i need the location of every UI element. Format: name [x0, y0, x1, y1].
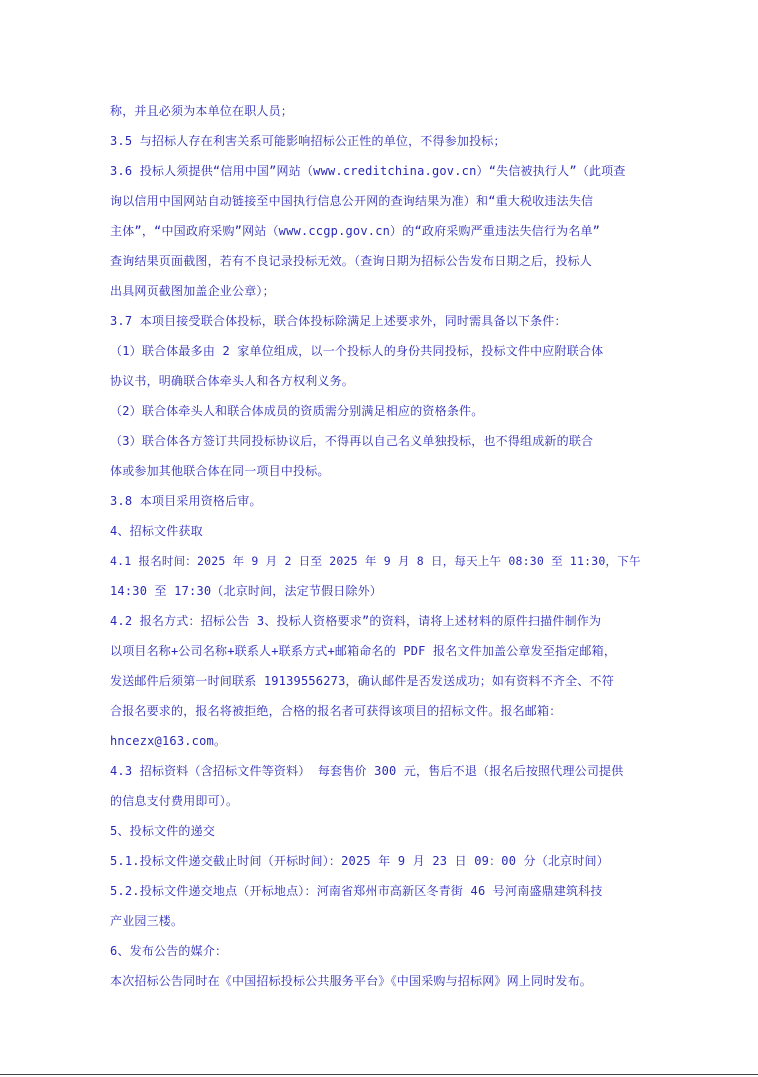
text-line: 3.5 与招标人存在利害关系可能影响招标公正性的单位，不得参加投标； — [110, 134, 506, 148]
text-line: 出具网页截图加盖企业公章）； — [110, 284, 275, 298]
text-line: 协议书，明确联合体牵头人和各方权利义务。 — [110, 374, 355, 388]
section-heading: 6、发布公告的媒介： — [110, 944, 228, 958]
text-line: 体或参加其他联合体在同一项目中投标。 — [110, 464, 330, 478]
text-line: （3）联合体各方签订共同投标协议后，不得再以自己名义单独投标，也不得组成新的联合 — [110, 434, 594, 448]
section-heading: 5、投标文件的递交 — [110, 824, 216, 838]
text-line: 查询结果页面截图，若有不良记录投标无效。（查询日期为招标公告发布日期之后，投标人 — [110, 254, 593, 268]
text-line: 3.6 投标人须提供“信用中国”网站（www.creditchina.gov.cn）“失信被执行人”（此项查 — [110, 164, 626, 178]
text-line: 以项目名称+公司名称+联系人+联系方式+邮箱命名的 PDF 报名文件加盖公章发至指定邮箱， — [110, 644, 617, 658]
document-body — [110, 96, 645, 996]
text-line: 合报名要求的，报名将被拒绝，合格的报名者可获得该项目的招标文件。报名邮箱： — [110, 704, 562, 718]
text-line: 3.7 本项目接受联合体投标，联合体投标除满足上述要求外，同时需具备以下条件： — [110, 314, 567, 328]
footer-divider — [0, 1074, 758, 1075]
text-line: 产业园三楼。 — [110, 914, 184, 928]
text-line: 5.1.投标文件递交截止时间（开标时间）：2025 年 9 月 23 日 09：00 分（北京时间） — [110, 854, 609, 868]
text-line: （2）联合体牵头人和联合体成员的资质需分别满足相应的资格条件。 — [110, 404, 484, 418]
section-heading: 4、招标文件获取 — [110, 524, 203, 538]
text-line: 4.2 报名方式：招标公告 3、投标人资格要求”的资料，请将上述材料的原件扫描件制作为 — [110, 614, 602, 628]
text-line: 本次招标公告同时在《中国招标投标公共服务平台》《中国采购与招标网》网上同时发布。 — [110, 974, 593, 988]
text-line: 主体”，“中国政府采购”网站（www.ccgp.gov.cn）的“政府采购严重违法失信行为名单” — [110, 224, 601, 238]
text-line: 3.8 本项目采用资格后审。 — [110, 494, 262, 508]
text-line: 称，并且必须为本单位在职人员； — [110, 104, 294, 118]
email-address: hncezx@163.com。 — [110, 734, 227, 748]
text-line: 的信息支付费用即可）。 — [110, 794, 239, 808]
text-line: 14:30 至 17:30（北京时间，法定节假日除外） — [110, 584, 383, 598]
text-line: 发送邮件后须第一时间联系 19139556273，确认邮件是否发送成功；如有资料不齐全、不符 — [110, 674, 614, 688]
text-line: 4.3 招标资料（含招标文件等资料） 每套售价 300 元，售后不退（报名后按照代理公司提供 — [110, 764, 624, 778]
text-line: 5.2.投标文件递交地点（开标地点）：河南省郑州市高新区冬青街 46 号河南盛鼎建筑科技 — [110, 884, 603, 898]
text-line: 询以信用中国网站自动链接至中国执行信息公开网的查询结果为准）和“重大税收违法失信 — [110, 194, 594, 208]
text-line: 4.1 报名时间：2025 年 9 月 2 日至 2025 年 9 月 8 日，每天上午 08:30 至 11:30，下午 — [110, 554, 641, 568]
text-line: （1）联合体最多由 2 家单位组成，以一个投标人的身份共同投标，投标文件中应附联合体 — [110, 344, 604, 358]
